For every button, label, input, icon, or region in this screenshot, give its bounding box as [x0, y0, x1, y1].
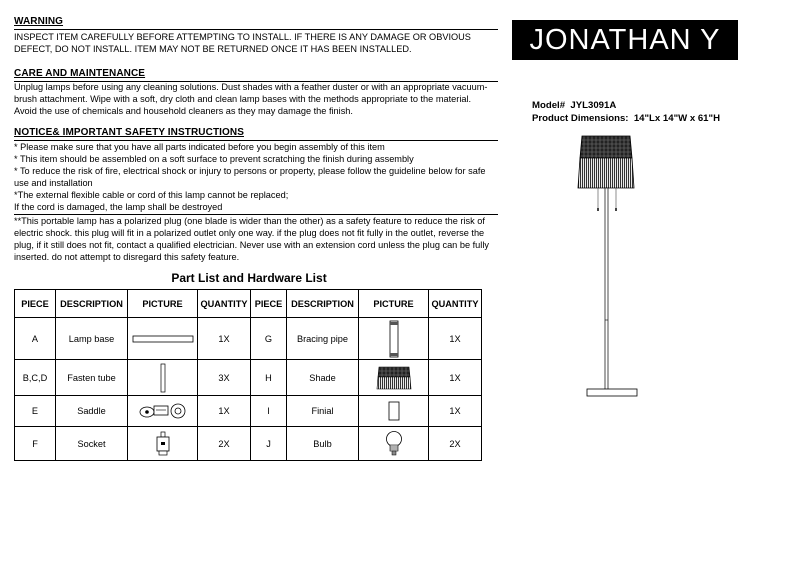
piece-cell: E	[15, 396, 56, 427]
piece-cell: H	[251, 360, 287, 396]
dimensions-label: Product Dimensions:	[532, 113, 629, 124]
picture-cell	[359, 360, 429, 396]
description-cell: Saddle	[56, 396, 128, 427]
fasten-tube-icon	[159, 363, 167, 393]
parts-table	[14, 289, 482, 461]
description-cell: Finial	[287, 396, 359, 427]
header-quantity: QUANTITY	[429, 290, 482, 318]
notice-line: * This item should be assembled on a soft surface to prevent scratching the finish during assembly	[14, 154, 414, 164]
header-piece: PIECE	[15, 290, 56, 318]
notice-list	[14, 141, 498, 213]
description-cell: Bracing pipe	[287, 318, 359, 360]
notice-line: If the cord is damaged, the lamp shall be destroyed	[14, 202, 223, 212]
table-row	[15, 396, 482, 427]
care-text: Unplug lamps before using any cleaning solutions. Dust shades with a feather duster or with an appropriate vacuum-brush attachment. Wipe with a soft, dry cloth and clean lamp bases with the methods appropriate to the material. Avoid the use of chemicals and household cleaners as they may damage the finish.	[14, 82, 488, 116]
picture-cell	[359, 318, 429, 360]
notice-title: NOTICE& IMPORTANT SAFETY INSTRUCTIONS	[14, 127, 244, 138]
header-description: DESCRIPTION	[287, 290, 359, 318]
notice-line: * Please make sure that you have all parts indicated before you begin assembly of this item	[14, 142, 385, 152]
quantity-cell: 1X	[198, 396, 251, 427]
plug-text: **This portable lamp has a polarized plug (one blade is wider than the other) as a safety feature to reduce the risk of electric shock. this plug will fit in a polarized outlet only one way. if the plug does not fit fully in the outlet, reverse the plug, if it still does not fit, contact a qualified electrician. Never use with an extension cord unless the plug can be fully inserted. do not attempt to disregard this safety feature.	[14, 216, 489, 262]
table-row	[15, 360, 482, 396]
warning-text: INSPECT ITEM CAREFULLY BEFORE ATTEMPTING TO INSTALL. IF THERE IS ANY DAMAGE OR OBVIOUS DEFECT, DO NOT INSTALL. ITEM MAY NOT BE RETURNED ONCE IT HAS BEEN INSTALLED.	[14, 32, 471, 54]
piece-cell: J	[251, 427, 287, 461]
picture-cell	[359, 427, 429, 461]
picture-cell	[128, 318, 198, 360]
description-cell: Shade	[287, 360, 359, 396]
notice-line: * To reduce the risk of fire, electrical shock or injury to persons or property, please follow the guideline below for safe use and installation	[14, 166, 486, 188]
brand-logo: JONATHAN Y	[512, 20, 738, 60]
header-piece: PIECE	[251, 290, 287, 318]
quantity-cell: 1X	[198, 318, 251, 360]
quantity-cell: 3X	[198, 360, 251, 396]
bracing-pipe-icon	[387, 320, 401, 358]
picture-cell	[128, 396, 198, 427]
table-title: Part List and Hardware List	[171, 271, 327, 285]
saddle-icon	[137, 402, 189, 420]
model-line	[532, 100, 616, 111]
model-value: JYL3091A	[570, 100, 617, 111]
quantity-cell: 2X	[429, 427, 482, 461]
description-cell: Fasten tube	[56, 360, 128, 396]
picture-cell	[128, 427, 198, 461]
warning-title: WARNING	[14, 16, 64, 27]
header-description: DESCRIPTION	[56, 290, 128, 318]
piece-cell: I	[251, 396, 287, 427]
model-label: Model#	[532, 100, 566, 111]
shade-icon	[376, 365, 412, 391]
table-row	[15, 318, 482, 360]
picture-cell	[128, 360, 198, 396]
lamp-base-icon	[132, 333, 194, 345]
floor-lamp-illustration	[570, 130, 670, 402]
quantity-cell: 2X	[198, 427, 251, 461]
quantity-cell: 1X	[429, 318, 482, 360]
description-cell: Socket	[56, 427, 128, 461]
header-quantity: QUANTITY	[198, 290, 251, 318]
piece-cell: F	[15, 427, 56, 461]
picture-cell	[359, 396, 429, 427]
bulb-icon	[384, 430, 404, 458]
header-picture: PICTURE	[359, 290, 429, 318]
table-row	[15, 427, 482, 461]
notice-line: *The external flexible cable or cord of this lamp cannot be replaced;	[14, 190, 289, 200]
dimensions-line	[532, 113, 720, 124]
piece-cell: B,C,D	[15, 360, 56, 396]
finial-icon	[387, 400, 401, 422]
piece-cell: G	[251, 318, 287, 360]
table-header-row	[15, 290, 482, 318]
description-cell: Lamp base	[56, 318, 128, 360]
quantity-cell: 1X	[429, 360, 482, 396]
dimensions-value: 14"Lx 14"W x 61"H	[633, 113, 720, 124]
warning-rule	[14, 29, 498, 30]
piece-cell: A	[15, 318, 56, 360]
socket-icon	[155, 431, 171, 457]
quantity-cell: 1X	[429, 396, 482, 427]
care-title: CARE AND MAINTENANCE	[14, 68, 146, 79]
header-picture: PICTURE	[128, 290, 198, 318]
description-cell: Bulb	[287, 427, 359, 461]
